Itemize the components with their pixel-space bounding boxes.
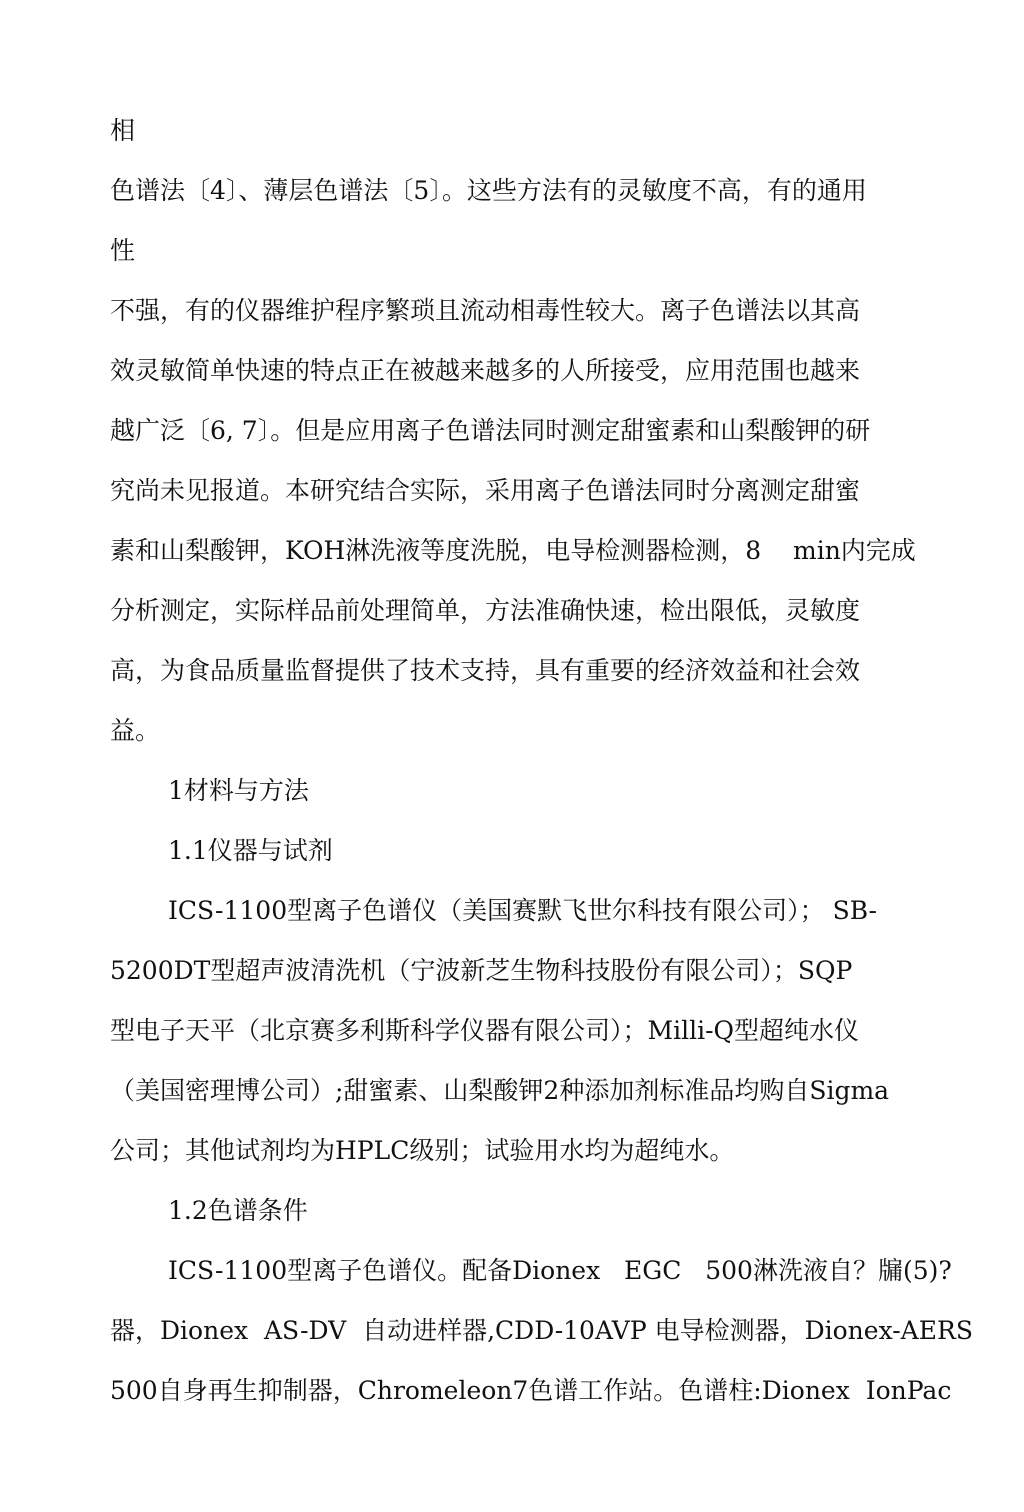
section-heading: 1材料与方法 bbox=[168, 776, 309, 805]
text-line: 分析测定，实际样品前处理简单，方法准确快速，检出限低，灵敏度 bbox=[110, 596, 861, 625]
text-line: 色谱法〔4〕、薄层色谱法〔5〕。这些方法有的灵敏度不高，有的通用 bbox=[110, 176, 867, 205]
text-line: 相 bbox=[110, 116, 136, 145]
text-line: 效灵敏简单快速的特点正在被越来越多的人所接受，应用范围也越来 bbox=[110, 356, 861, 385]
text-line: 型电子天平（北京赛多利斯科学仪器有限公司）；Milli-Q型超纯水仪 bbox=[110, 1016, 860, 1045]
text-line: 性 bbox=[110, 236, 136, 265]
text-line: 公司；其他试剂均为HPLC级别；试验用水均为超纯水。 bbox=[110, 1136, 735, 1165]
text-line: （美国密理博公司）;甜蜜素、山梨酸钾2种添加剂标准品均购自Sigma bbox=[110, 1076, 890, 1105]
subsection-heading: 1.2色谱条件 bbox=[168, 1196, 308, 1225]
text-line: ICS-1100型离子色谱仪（美国赛默飞世尔科技有限公司）； SB- bbox=[168, 896, 877, 925]
text-line: 越广泛〔6, 7〕。但是应用离子色谱法同时测定甜蜜素和山梨酸钾的研 bbox=[110, 416, 871, 445]
text-line: 究尚未见报道。本研究结合实际，采用离子色谱法同时分离测定甜蜜 bbox=[110, 476, 861, 505]
subsection-heading: 1.1仪器与试剂 bbox=[168, 836, 333, 865]
text-line: 益。 bbox=[110, 716, 161, 745]
text-line: ICS-1100型离子色谱仪。配备Dionex EGC 500淋洗液自？牖(5)? bbox=[168, 1256, 952, 1285]
text-line: 5200DT型超声波清洗机（宁波新芝生物科技股份有限公司）；SQP bbox=[110, 956, 853, 985]
text-line: 500自身再生抑制器，Chromeleon7色谱工作站。色谱柱:Dionex IonPac bbox=[110, 1376, 952, 1405]
text-line: 不强，有的仪器维护程序繁琐且流动相毒性较大。离子色谱法以其高 bbox=[110, 296, 861, 325]
text-line: 素和山梨酸钾，KOH淋洗液等度洗脱，电导检测器检测，8 min内完成 bbox=[110, 536, 916, 565]
text-line: 器，Dionex AS-DV 自动进样器,CDD-10AVP 电导检测器，Dionex-AERS bbox=[110, 1316, 973, 1345]
text-line: 高，为食品质量监督提供了技术支持，具有重要的经济效益和社会效 bbox=[110, 656, 861, 685]
